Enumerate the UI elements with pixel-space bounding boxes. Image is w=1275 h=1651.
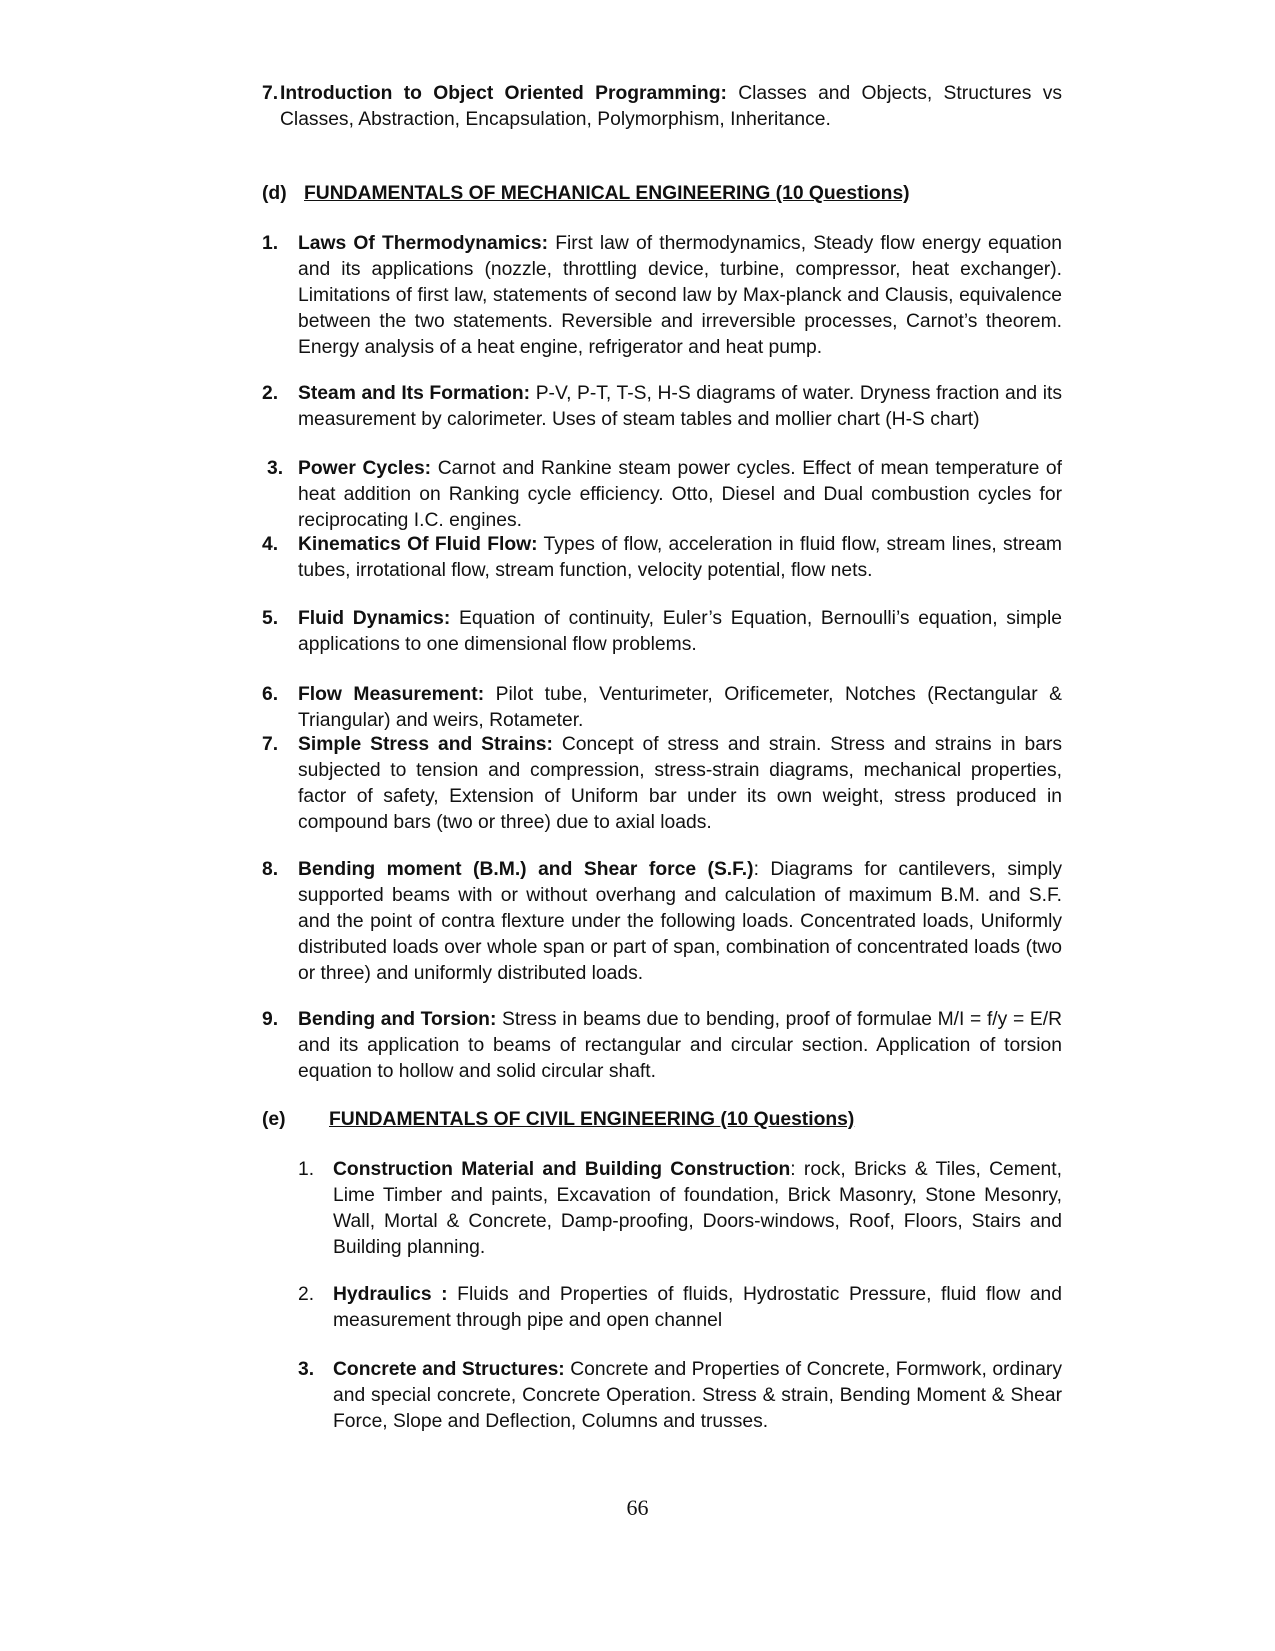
page-number: 66 — [626, 1495, 649, 1520]
section-title: FUNDAMENTALS OF CIVIL ENGINEERING (10 Questions) — [329, 1109, 855, 1130]
item-title: Laws Of Thermodynamics: — [298, 233, 549, 254]
item-title: Simple Stress and Strains: — [298, 734, 553, 755]
item-title: Construction Material and Building Construction — [333, 1159, 791, 1180]
item-title: Introduction to Object Oriented Programming: — [280, 83, 727, 104]
item-title: Concrete and Structures: — [333, 1359, 565, 1380]
item-body — [298, 456, 1062, 534]
item-number: 7. — [262, 83, 279, 104]
item-text: First law of thermodynamics, Steady flow energy equation and its applications (nozzle, throttling device, turbine, compressor, heat exchanger). Limitations of first law, statements of second law by Max-planck and Clausis, equivalence between the two statements. Reversible and irreversible processes, Carnot’s theorem. Energy analysis of a heat engine, refrigerator and heat pump. — [298, 233, 1062, 358]
item-text: Concrete and Properties of Concrete, Formwork, ordinary and special concrete, Concrete Operation. Stress & strain, Bending Moment & Shear Force, Slope and Deflection, Columns and trusses. — [333, 1359, 1062, 1432]
item-title: Power Cycles: — [298, 458, 432, 479]
item-text: Types of flow, acceleration in fluid flow, stream lines, stream tubes, irrotational flow, stream function, velocity potential, flow nets. — [298, 534, 1062, 581]
item-text: Equation of continuity, Euler’s Equation, Bernoulli’s equation, simple applications to one dimensional flow problems. — [298, 608, 1062, 655]
section-tag: (e) — [262, 1109, 286, 1130]
item-number: 7. — [262, 734, 279, 755]
item-number: 4. — [262, 534, 279, 555]
item-body — [333, 1282, 1062, 1334]
section-title: FUNDAMENTALS OF MECHANICAL ENGINEERING (10 Questions) — [304, 183, 910, 204]
item-text: Pilot tube, Venturimeter, Orificemeter, Notches (Rectangular & Triangular) and weirs, Rotameter. — [298, 684, 1062, 731]
item-title: Fluid Dynamics: — [298, 608, 451, 629]
item-number: 5. — [262, 608, 279, 629]
item-number: 3. — [267, 458, 284, 479]
item-body — [280, 81, 1062, 133]
item-body — [298, 606, 1062, 658]
item-text: : rock, Bricks & Tiles, Cement, Lime Timber and paints, Excavation of foundation, Brick Masonry, Stone Mesonry, Wall, Mortal & Concrete, Damp-proofing, Doors-windows, Roof, Floors, Stairs and Building planning. — [333, 1159, 1062, 1258]
item-title: Bending and Torsion: — [298, 1009, 497, 1030]
item-number: 2. — [298, 1284, 315, 1305]
item-number: 1. — [262, 233, 279, 254]
item-title: Flow Measurement: — [298, 684, 485, 705]
item-number: 1. — [298, 1159, 315, 1180]
item-number: 6. — [262, 684, 279, 705]
item-body — [298, 381, 1062, 433]
item-body — [298, 682, 1062, 734]
item-text: Concept of stress and strain. Stress and strains in bars subjected to tension and compression, stress-strain diagrams, mechanical properties, factor of safety, Extension of Uniform bar under its own weight, stress produced in compound bars (two or three) due to axial loads. — [298, 734, 1063, 833]
item-title: Bending moment (B.M.) and Shear force (S.F.) — [298, 859, 754, 880]
item-title: Steam and Its Formation: — [298, 383, 531, 404]
item-text: Carnot and Rankine steam power cycles. Effect of mean temperature of heat addition on Ranking cycle efficiency. Otto, Diesel and Dual combustion cycles for reciprocating I.C. engines. — [298, 458, 1062, 531]
item-title: Hydraulics : — [333, 1284, 448, 1305]
item-body — [333, 1157, 1062, 1261]
section-tag: (d) — [262, 183, 287, 204]
item-number: 2. — [262, 383, 279, 404]
item-text: P-V, P-T, T-S, H-S diagrams of water. Dryness fraction and its measurement by calorimeter. Uses of steam tables and mollier chart (H-S chart) — [298, 383, 1063, 430]
item-text: Classes and Objects, Structures vs Classes, Abstraction, Encapsulation, Polymorphism, Inheritance. — [280, 83, 1062, 130]
item-number: 9. — [262, 1009, 279, 1030]
item-number: 3. — [298, 1359, 315, 1380]
item-text: Stress in beams due to bending, proof of formulae M/I = f/y = E/R and its application to beams of rectangular and circular section. Application of torsion equation to hollow and solid circular shaft. — [298, 1009, 1062, 1082]
item-body — [333, 1357, 1062, 1435]
item-number: 8. — [262, 859, 279, 880]
item-text: Fluids and Properties of fluids, Hydrostatic Pressure, fluid flow and measurement through pipe and open channel — [333, 1284, 1062, 1331]
item-title: Kinematics Of Fluid Flow: — [298, 534, 538, 555]
item-body — [298, 532, 1062, 584]
item-body — [298, 732, 1062, 836]
item-text: : Diagrams for cantilevers, simply supported beams with or without overhang and calculation of maximum B.M. and S.F. and the point of contra flexture under the following loads. Concentrated loads, Uniformly distributed loads over whole span or part of span, combination of concentrated loads (two or three) and uniformly distributed loads. — [298, 859, 1063, 984]
item-body — [298, 857, 1062, 987]
item-body — [298, 231, 1062, 361]
item-body — [298, 1007, 1062, 1085]
